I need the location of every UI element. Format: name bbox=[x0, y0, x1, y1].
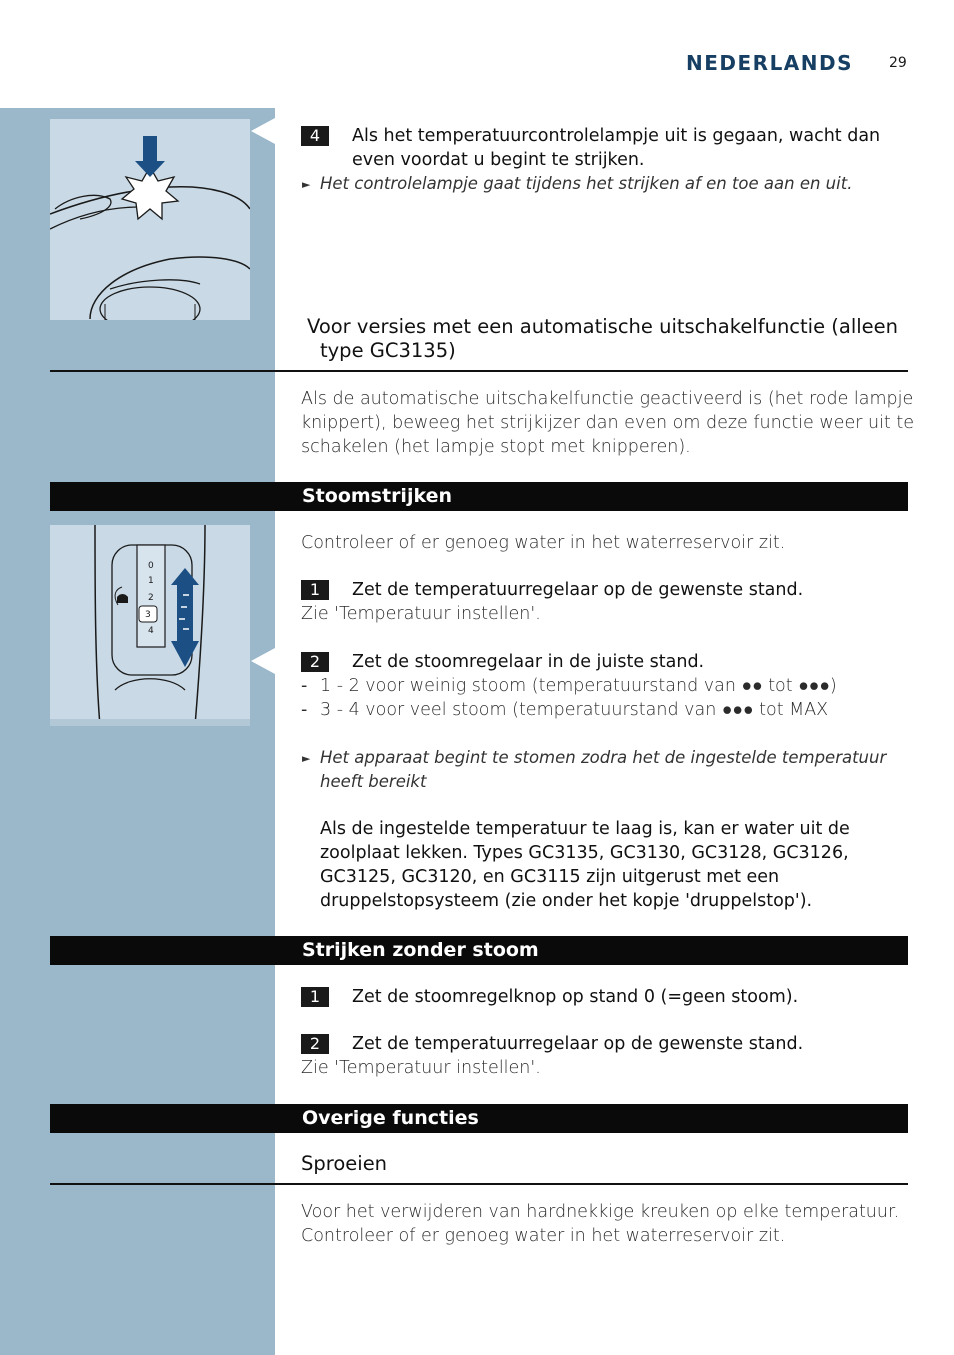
list-item: 1 - 2 voor weinig stoom (temperatuurstand van ●● tot ●●●) bbox=[320, 676, 837, 696]
iron-light-drawing bbox=[50, 119, 250, 320]
section-subheading: Sproeien bbox=[301, 1152, 388, 1175]
dial-label: 4 bbox=[148, 626, 154, 636]
section-title: Overige functies bbox=[302, 1107, 479, 1129]
step-text: Zet de stoomregelknop op stand 0 (=geen stoom). bbox=[352, 987, 799, 1007]
result-text: Het controlelampje gaat tijdens het strijken af en toe aan en uit. bbox=[320, 174, 853, 193]
dial-label: 1 bbox=[148, 576, 154, 586]
step-number: 1 bbox=[301, 580, 329, 600]
section-rule bbox=[50, 1183, 908, 1185]
result-text: heeft bereikt bbox=[320, 772, 427, 791]
figure-pointer bbox=[251, 118, 275, 144]
result-bullet: ► bbox=[302, 178, 311, 191]
step-number: 4 bbox=[301, 126, 329, 146]
warning-text: GC3125, GC3120, en GC3115 zijn uitgerust met een bbox=[320, 867, 780, 887]
result-bullet: ► bbox=[302, 752, 311, 765]
step-text: Als het temperatuurcontrolelampje uit is gegaan, wacht dan bbox=[352, 126, 881, 146]
step-text: Zet de temperatuurregelaar op de gewenste stand. bbox=[352, 1034, 804, 1054]
step-note: Zie 'Temperatuur instellen'. bbox=[301, 604, 541, 624]
section-subheading: Voor versies met een automatische uitschakelfunctie (alleen bbox=[307, 315, 899, 338]
dial-label: 0 bbox=[148, 561, 154, 571]
step-text: Zet de stoomregelaar in de juiste stand. bbox=[352, 652, 705, 672]
list-dash: - bbox=[301, 676, 308, 696]
body-text: Als de automatische uitschakelfunctie geactiveerd is (het rode lampje bbox=[301, 389, 914, 409]
section-title: Stoomstrijken bbox=[302, 485, 452, 507]
body-text: Controleer of er genoeg water in het waterreservoir zit. bbox=[301, 533, 786, 553]
dial-label: 3 bbox=[145, 610, 151, 620]
section-title-bar bbox=[50, 482, 908, 511]
step-number: 2 bbox=[301, 652, 329, 672]
language-header: NEDERLANDS bbox=[686, 51, 854, 75]
list-item: 3 - 4 voor veel stoom (temperatuurstand van ●●● tot MAX bbox=[320, 700, 829, 720]
section-title-bar bbox=[50, 1104, 908, 1133]
body-text: Voor het verwijderen van hardnekkige kreuken op elke temperatuur. bbox=[301, 1202, 900, 1222]
step-number: 2 bbox=[301, 1034, 329, 1054]
list-dash: - bbox=[301, 700, 308, 720]
section-title: Strijken zonder stoom bbox=[302, 939, 539, 961]
warning-text: druppelstopsysteem (zie onder het kopje 'druppelstop'). bbox=[320, 891, 813, 911]
steam-dial-illustration bbox=[50, 525, 250, 726]
iron-light-illustration bbox=[50, 119, 250, 320]
body-text: knippert), beweeg het strijkijzer dan even om deze functie weer uit te bbox=[301, 413, 914, 433]
page-number: 29 bbox=[889, 55, 907, 71]
steam-dial-drawing bbox=[50, 525, 250, 726]
step-note: Zie 'Temperatuur instellen'. bbox=[301, 1058, 541, 1078]
section-rule bbox=[50, 370, 908, 372]
warning-text: Als de ingestelde temperatuur te laag is, kan er water uit de bbox=[320, 819, 850, 839]
body-text: Controleer of er genoeg water in het waterreservoir zit. bbox=[301, 1226, 786, 1246]
result-text: Het apparaat begint te stomen zodra het de ingestelde temperatuur bbox=[320, 748, 887, 767]
section-subheading: type GC3135) bbox=[320, 339, 456, 362]
section-title-bar bbox=[50, 936, 908, 965]
step-text: even voordat u begint te strijken. bbox=[352, 150, 645, 170]
step-number: 1 bbox=[301, 987, 329, 1007]
body-text: schakelen (het lampje stopt met knipperen). bbox=[301, 437, 691, 457]
step-text: Zet de temperatuurregelaar op de gewenste stand. bbox=[352, 580, 804, 600]
warning-text: zoolplaat lekken. Types GC3135, GC3130, GC3128, GC3126, bbox=[320, 843, 849, 863]
figure-pointer bbox=[251, 648, 275, 674]
dial-label: 2 bbox=[148, 593, 154, 603]
